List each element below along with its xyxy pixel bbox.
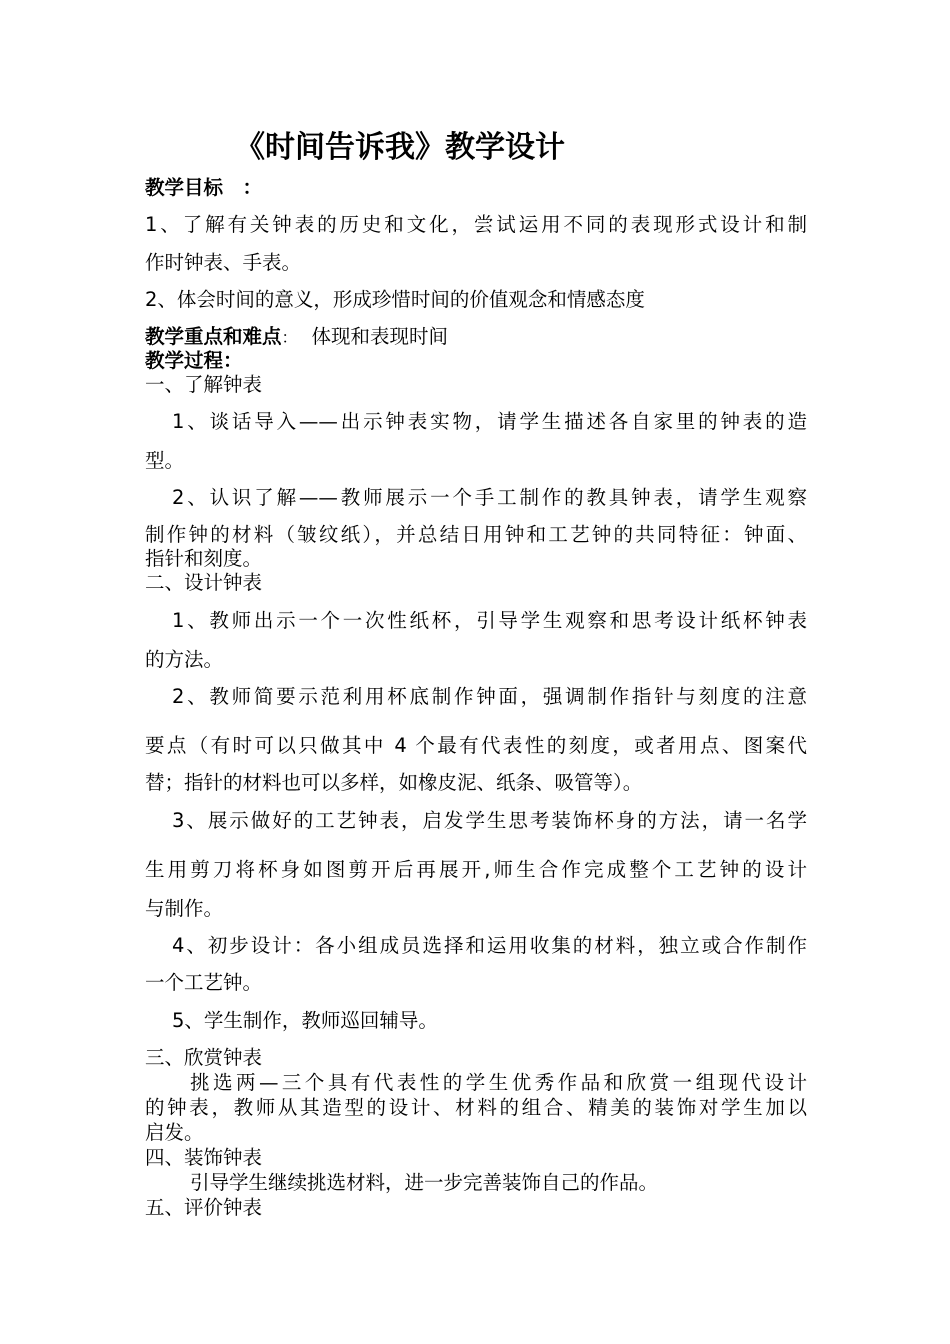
s4-line: 引导学生继续挑选材料，进一步完善装饰自己的作品。 (190, 1171, 659, 1194)
s2-p2-line-2: 要点（有时可以只做其中 4 个最有代表性的刻度，或者用点、图案代 (145, 734, 807, 757)
s2-p3-line-2: 生用剪刀将杯身如图剪开后再展开,师生合作完成整个工艺钟的设计 (145, 858, 807, 881)
s1-p2-line-2: 制作钟的材料（皱纹纸），并总结日用钟和工艺钟的共同特征：钟面、 (145, 523, 807, 546)
goal-1-line-2: 作时钟表、手表。 (145, 251, 302, 274)
s3-line-3: 启发。 (145, 1121, 204, 1144)
key-points-line (145, 325, 448, 350)
key-points-colon: ： (281, 328, 298, 347)
section-3-heading: 三、欣赏钟表 (145, 1046, 263, 1069)
key-points-text: 体现和表现时间 (311, 325, 449, 348)
s1-p1-line-1: 1、谈话导入——出示钟表实物，请学生描述各自家里的钟表的造 (172, 410, 807, 433)
s1-p2-line-3: 指针和刻度。 (145, 547, 263, 570)
section-2-heading: 二、设计钟表 (145, 571, 263, 594)
key-points-heading: 教学重点和难点 (145, 325, 282, 348)
goal-1-line-1: 1、了解有关钟表的历史和文化，尝试运用不同的表现形式设计和制 (145, 213, 807, 236)
goal-2: 2、体会时间的意义，形成珍惜时间的价值观念和情感态度 (145, 288, 645, 311)
process-heading: 教学过程： (145, 349, 243, 372)
s2-p4-line-1: 4、初步设计：各小组成员选择和运用收集的材料，独立或合作制作 (172, 934, 807, 957)
s2-p3-line-3: 与制作。 (145, 897, 224, 920)
s2-p2-line-3: 替；指针的材料也可以多样，如橡皮泥、纸条、吸管等）。 (145, 771, 643, 794)
s1-p1-line-2: 型。 (145, 449, 185, 472)
document-title: 《时间告诉我》教学设计 (235, 130, 565, 165)
s2-p3-line-1: 3、展示做好的工艺钟表，启发学生思考装饰杯身的方法，请一名学 (172, 809, 807, 832)
s2-p1-line-2: 的方法。 (145, 648, 224, 671)
s3-line-1: 挑选两—三个具有代表性的学生优秀作品和欣赏一组现代设计 (190, 1071, 807, 1094)
s1-p2-line-1: 2、认识了解——教师展示一个手工制作的教具钟表，请学生观察 (172, 486, 807, 509)
s3-line-2: 的钟表，教师从其造型的设计、材料的组合、精美的装饰对学生加以 (145, 1096, 807, 1119)
s2-p4-line-2: 一个工艺钟。 (145, 971, 263, 994)
s2-p2-line-1: 2、教师简要示范利用杯底制作钟面，强调制作指针与刻度的注意 (172, 685, 807, 708)
s2-p5: 5、学生制作，教师巡回辅导。 (172, 1009, 438, 1032)
section-5-heading: 五、评价钟表 (145, 1196, 263, 1219)
section-1-heading: 一、了解钟表 (145, 373, 263, 396)
goals-heading: 教学目标 ： (145, 176, 263, 199)
s2-p1-line-1: 1、教师出示一个一次性纸杯，引导学生观察和思考设计纸杯钟表 (172, 609, 807, 632)
section-4-heading: 四、装饰钟表 (145, 1146, 263, 1169)
